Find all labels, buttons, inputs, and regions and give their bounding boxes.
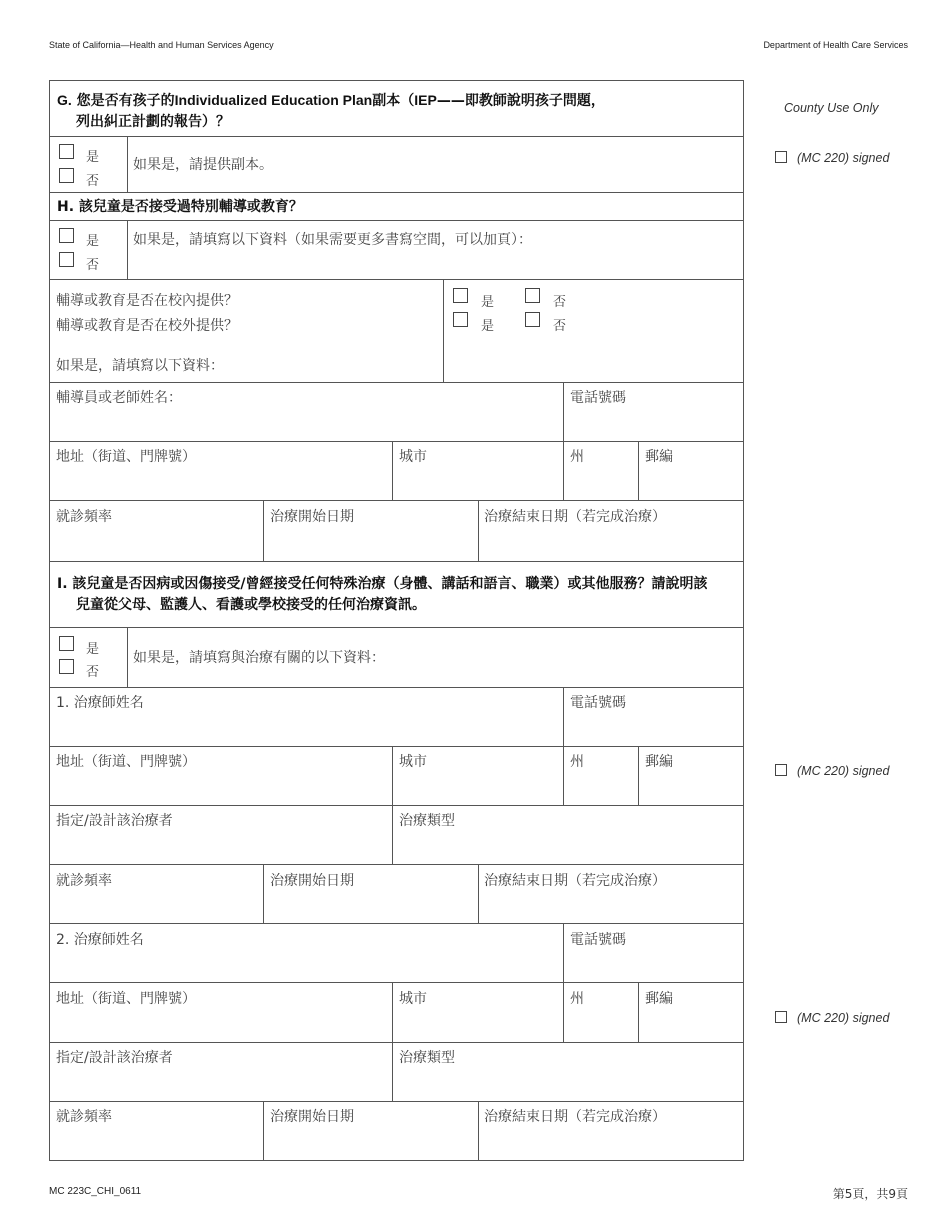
therapist-1-start-date-field[interactable]: 治療開始日期 [270,873,354,889]
no-label: 否 [86,258,100,273]
therapist-2-state-field[interactable]: 州 [570,991,584,1007]
counselor-end-date-field[interactable]: 治療結束日期（若完成治療） [484,509,666,525]
mc220-signed-checkbox-2[interactable] [775,764,787,776]
therapist-1-designer-field[interactable]: 指定/設計該治療者 [56,813,173,829]
divider [263,500,264,561]
page-number: 第5頁，共9頁 [832,1187,908,1201]
in-school-yes-checkbox[interactable] [453,288,468,303]
out-school-no-checkbox[interactable] [525,312,540,327]
counselor-zip-field[interactable]: 郵編 [645,449,673,465]
counselor-frequency-field[interactable]: 就診頻率 [56,509,112,525]
yes-label: 是 [86,150,100,165]
in-school-question: 輔導或教育是否在校內提供？ [56,293,238,309]
divider [478,500,479,561]
counselor-city-field[interactable]: 城市 [399,449,427,465]
divider [49,864,744,865]
therapist-1-type-field[interactable]: 治療類型 [399,813,455,829]
if-yes-instruction: 如果是，請填寫以下資料： [56,358,224,374]
question-text: ——即教師說明孩子問題， [436,93,605,109]
mc220-signed-label: (MC 220) signed [797,1011,890,1025]
therapist-2-frequency-field[interactable]: 就診頻率 [56,1109,112,1125]
out-school-yes-checkbox[interactable] [453,312,468,327]
no-label: 否 [553,319,567,334]
divider [49,279,744,280]
county-use-label: County Use Only [784,101,879,115]
no-label: 否 [86,174,100,189]
question-text: I. 該兒童是否因病或因傷接受/曾經接受任何特殊治療（身體、講話和語言、職業）或其他服務？請說明該 [57,576,708,592]
therapist-2-start-date-field[interactable]: 治療開始日期 [270,1109,354,1125]
divider [127,220,128,279]
divider [563,923,564,1042]
counselor-phone-field[interactable]: 電話號碼 [570,390,626,406]
g-no-checkbox[interactable] [59,168,74,183]
mc220-signed-checkbox-3[interactable] [775,1011,787,1023]
h-yes-checkbox[interactable] [59,228,74,243]
therapist-2-type-field[interactable]: 治療類型 [399,1050,455,1066]
divider [49,1042,744,1043]
divider [392,746,393,864]
divider [49,1101,744,1102]
divider [392,441,393,500]
yes-label: 是 [481,319,495,334]
therapist-1-zip-field[interactable]: 郵編 [645,754,673,770]
mc220-signed-checkbox-1[interactable] [775,151,787,163]
divider [49,687,744,688]
divider [127,627,128,687]
divider [49,627,744,628]
out-school-question: 輔導或教育是否在校外提供？ [56,318,238,334]
question-letter: G. [57,92,72,108]
yes-label: 是 [86,234,100,249]
question-text: 您是否有孩子的 [76,93,175,109]
therapist-2-address-field[interactable]: 地址（街道、門牌號） [56,991,196,1007]
agency-header: State of California—Health and Human Services Agency [49,40,274,50]
yes-label: 是 [481,295,495,310]
h-note: 如果是，請填寫以下資料（如果需要更多書寫空間，可以加頁）： [133,232,532,248]
mc220-signed-label: (MC 220) signed [797,151,890,165]
divider [563,687,564,805]
divider [49,805,744,806]
divider [49,220,744,221]
question-i [57,574,737,616]
therapist-1-address-field[interactable]: 地址（街道、門牌號） [56,754,196,770]
counselor-start-date-field[interactable]: 治療開始日期 [270,509,354,525]
therapist-2-zip-field[interactable]: 郵編 [645,991,673,1007]
no-label: 否 [86,665,100,680]
in-school-no-checkbox[interactable] [525,288,540,303]
divider [49,500,744,501]
yes-label: 是 [86,642,100,657]
i-yes-checkbox[interactable] [59,636,74,651]
therapist-2-city-field[interactable]: 城市 [399,991,427,1007]
question-g [57,90,737,133]
g-yes-checkbox[interactable] [59,144,74,159]
form-code: MC 223C_CHI_0611 [49,1186,142,1197]
question-text: 兒童從父母、監護人、看護或學校接受的任何治療資訊。 [76,597,426,613]
divider [638,746,639,805]
counselor-name-field[interactable]: 輔導員或老師姓名： [56,390,182,406]
question-h: H. 該兒童是否接受過特別輔導或教育？ [57,199,303,215]
divider [49,192,744,193]
department-header: Department of Health Care Services [763,40,908,50]
divider [263,864,264,923]
divider [49,136,744,137]
divider [49,561,744,562]
divider [49,923,744,924]
therapist-1-phone-field[interactable]: 電話號碼 [570,695,626,711]
divider [263,1101,264,1161]
divider [478,864,479,923]
therapist-1-end-date-field[interactable]: 治療結束日期（若完成治療） [484,873,666,889]
i-no-checkbox[interactable] [59,659,74,674]
question-text: 副本（ [372,93,415,109]
divider [478,1101,479,1161]
counselor-address-field[interactable]: 地址（街道、門牌號） [56,449,196,465]
divider [392,982,393,1101]
divider [49,382,744,383]
question-text-en: Individualized Education Plan [174,92,373,108]
divider [443,279,444,382]
h-no-checkbox[interactable] [59,252,74,267]
divider [49,441,744,442]
therapist-1-state-field[interactable]: 州 [570,754,584,770]
divider [127,136,128,192]
therapist-2-end-date-field[interactable]: 治療結束日期（若完成治療） [484,1109,666,1125]
g-note: 如果是，請提供副本。 [133,157,273,173]
divider [638,982,639,1042]
divider [638,441,639,500]
therapist-2-designer-field[interactable]: 指定/設計該治療者 [56,1050,173,1066]
therapist-1-city-field[interactable]: 城市 [399,754,427,770]
no-label: 否 [553,295,567,310]
therapist-2-name-field[interactable]: 2. 治療師姓名 [56,932,144,948]
i-note: 如果是，請填寫與治療有關的以下資料： [133,650,385,666]
therapist-2-phone-field[interactable]: 電話號碼 [570,932,626,948]
divider [49,746,744,747]
divider [49,982,744,983]
therapist-1-name-field[interactable]: 1. 治療師姓名 [56,695,144,711]
divider [563,382,564,500]
question-text-en: IEP [414,92,437,108]
therapist-1-frequency-field[interactable]: 就診頻率 [56,873,112,889]
question-text: 列出糾正計劃的報告）？ [76,114,230,130]
mc220-signed-label: (MC 220) signed [797,764,890,778]
counselor-state-field[interactable]: 州 [570,449,584,465]
